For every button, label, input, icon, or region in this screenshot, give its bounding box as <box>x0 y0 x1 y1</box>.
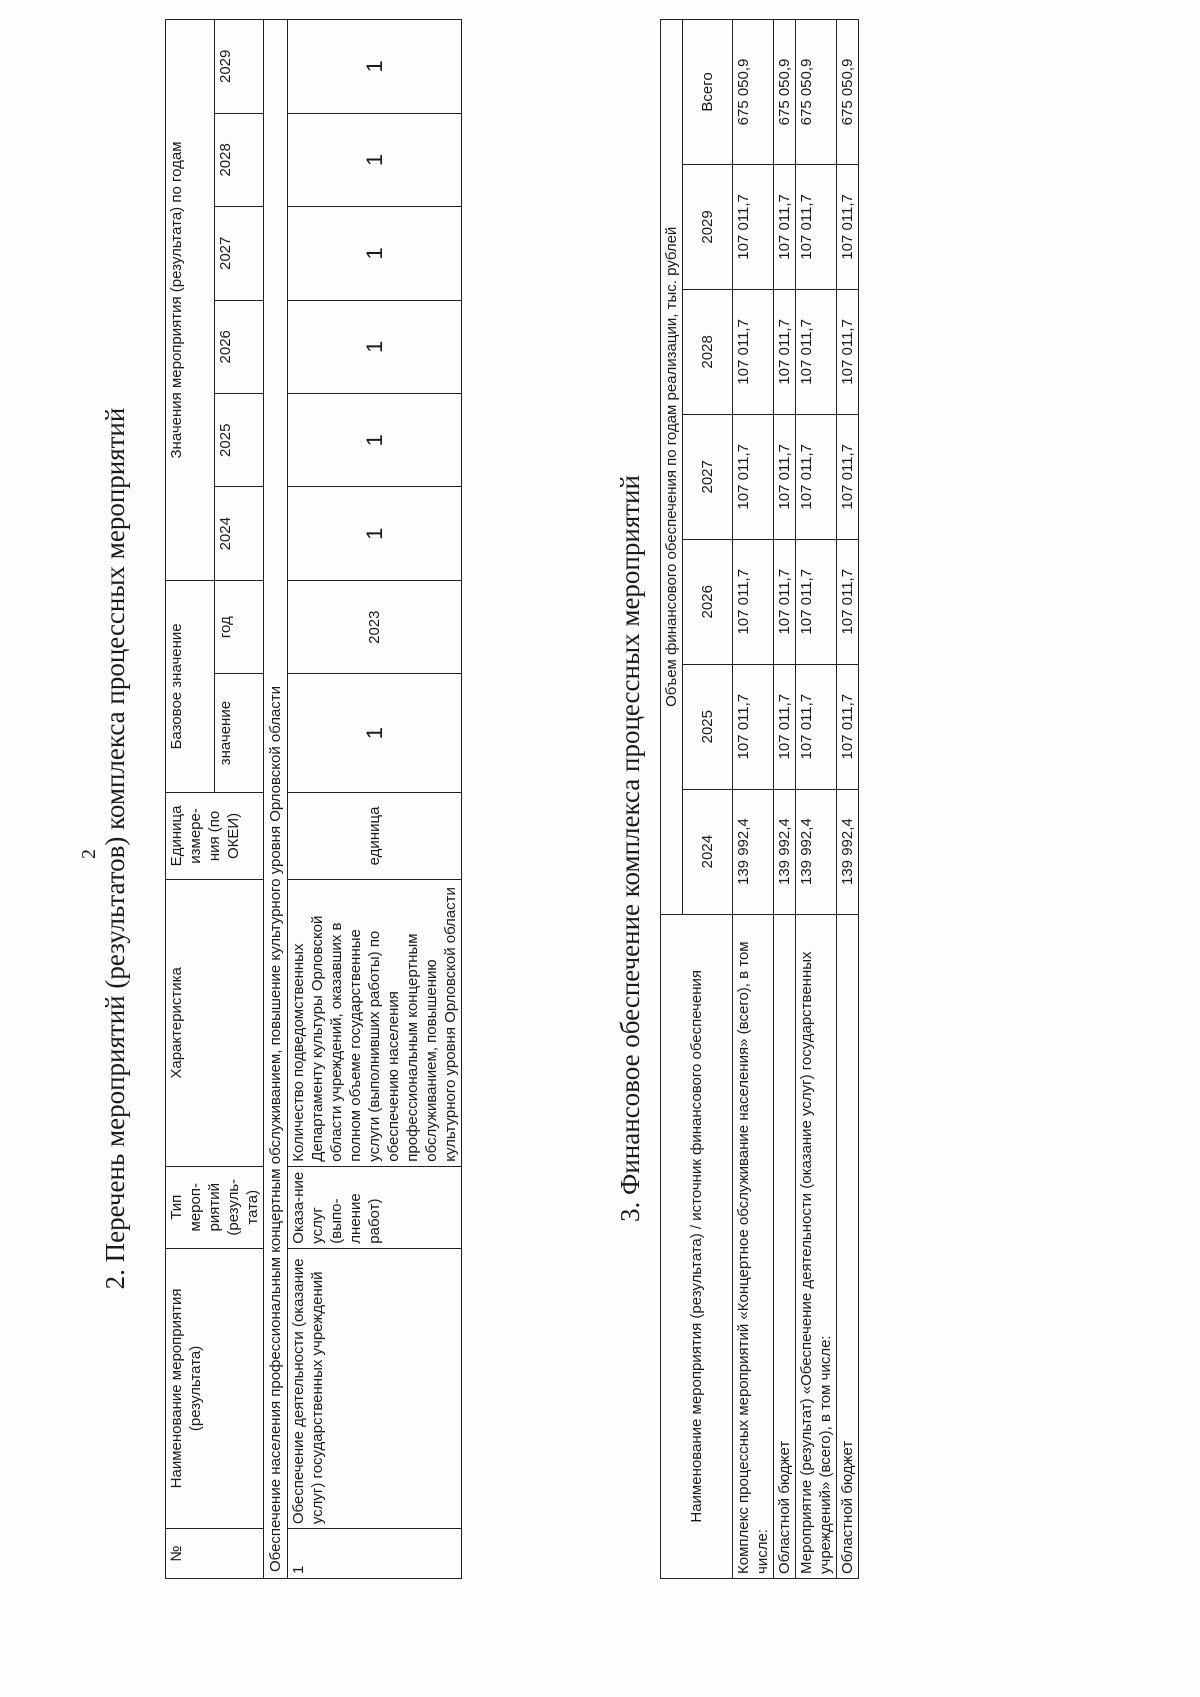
fin-row-name: Областной бюджет <box>774 914 796 1578</box>
row-num: 1 <box>288 1529 462 1579</box>
header-year: 2028 <box>215 113 264 206</box>
section-2-title: 2. Перечень мероприятий (результатов) комплекса процессных мероприятий <box>100 407 130 1290</box>
header-values-by-year: Значения мероприятия (результата) по годам <box>166 20 215 581</box>
fin-value: 107 011,7 <box>774 289 796 414</box>
fin-value: 107 011,7 <box>733 414 774 539</box>
fin-row-name: Мероприятие (результат) «Обеспечение деятельности (оказание услуг) государственных учреждений» (всего), в том числе: <box>796 914 837 1578</box>
row-characteristic: Количество подведомственных Департаменту культуры Орловской области учреждений, оказавших в полном объеме государственные услуги (выполнивших работы) по обеспечению населения профессиональным концертным обслуживанием, повышению культурного уровня Орловской области <box>288 880 462 1167</box>
fin-value: 107 011,7 <box>837 164 859 289</box>
header-fin-year: 2024 <box>683 789 733 914</box>
fin-row <box>796 20 837 1579</box>
fin-row-name: Областной бюджет <box>837 914 859 1578</box>
fin-row <box>837 20 859 1579</box>
fin-value: 107 011,7 <box>733 164 774 289</box>
fin-value: 139 992,4 <box>837 789 859 914</box>
fin-value: 675 050,9 <box>796 20 837 165</box>
fin-value: 107 011,7 <box>796 414 837 539</box>
header-year: 2029 <box>215 20 264 114</box>
header-fin-volume: Объем финансового обеспечения по годам реализации, тыс. рублей <box>661 20 683 915</box>
row-base-value: 1 <box>288 674 462 792</box>
fin-value: 139 992,4 <box>733 789 774 914</box>
fin-value: 107 011,7 <box>733 664 774 789</box>
section-row: Обеспечение населения профессиональным концертным обслуживанием, повышение культурного уровня Орловской области <box>264 20 288 1579</box>
header-base-year: год <box>215 580 264 673</box>
fin-row-name: Комплекс процессных мероприятий «Концертное обслуживание населения» (всего), в том числе: <box>733 914 774 1578</box>
fin-value: 675 050,9 <box>774 20 796 165</box>
row-unit: единица <box>288 792 462 879</box>
header-fin-year: 2029 <box>683 164 733 289</box>
header-fin-year: 2025 <box>683 664 733 789</box>
fin-value: 107 011,7 <box>733 539 774 664</box>
row-value: 1 <box>288 207 462 300</box>
page-number: 2 <box>78 849 100 859</box>
fin-value: 675 050,9 <box>837 20 859 165</box>
fin-value: 107 011,7 <box>774 414 796 539</box>
row-name: Обеспечение деятельности (оказание услуг) государственных учреждений <box>288 1248 462 1528</box>
header-fin-year: 2028 <box>683 289 733 414</box>
fin-value: 107 011,7 <box>774 664 796 789</box>
fin-value: 675 050,9 <box>733 20 774 165</box>
fin-value: 107 011,7 <box>796 164 837 289</box>
fin-value: 107 011,7 <box>774 164 796 289</box>
header-year: 2027 <box>215 207 264 300</box>
row-value: 1 <box>288 20 462 114</box>
financing-table <box>660 19 859 1579</box>
header-year: 2024 <box>215 487 264 580</box>
fin-value: 107 011,7 <box>837 539 859 664</box>
header-name: Наименование мероприятия (результата) <box>166 1248 264 1528</box>
fin-value: 107 011,7 <box>774 539 796 664</box>
header-num: № <box>166 1529 264 1579</box>
fin-value: 139 992,4 <box>774 789 796 914</box>
row-value: 1 <box>288 300 462 393</box>
header-type: Тип мероп-риятий (резуль-тата) <box>166 1166 264 1248</box>
section-3-title: 3. Финансовое обеспечение комплекса процессных мероприятий <box>615 475 645 1222</box>
header-base-value: значение <box>215 674 264 792</box>
header-unit: Единица измере-ния (по ОКЕИ) <box>166 792 264 879</box>
header-fin-year: 2026 <box>683 539 733 664</box>
fin-value: 107 011,7 <box>837 414 859 539</box>
row-type: Оказа-ние услуг (выпо-лнение работ) <box>288 1166 462 1248</box>
fin-value: 139 992,4 <box>796 789 837 914</box>
fin-row <box>733 20 774 1579</box>
fin-value: 107 011,7 <box>733 289 774 414</box>
fin-value: 107 011,7 <box>796 289 837 414</box>
header-year: 2025 <box>215 394 264 487</box>
header-fin-name: Наименование мероприятия (результата) / источник финансового обеспечения <box>661 914 733 1578</box>
header-base: Базовое значение <box>166 580 215 792</box>
activities-table <box>165 19 462 1579</box>
row-value: 1 <box>288 394 462 487</box>
fin-row <box>774 20 796 1579</box>
fin-value: 107 011,7 <box>837 289 859 414</box>
header-year: 2026 <box>215 300 264 393</box>
row-value: 1 <box>288 113 462 206</box>
row-value: 1 <box>288 487 462 580</box>
fin-value: 107 011,7 <box>796 539 837 664</box>
fin-value: 107 011,7 <box>796 664 837 789</box>
header-characteristic: Характеристика <box>166 880 264 1167</box>
fin-value: 107 011,7 <box>837 664 859 789</box>
row-base-year: 2023 <box>288 580 462 673</box>
header-fin-total: Всего <box>683 20 733 165</box>
header-fin-year: 2027 <box>683 414 733 539</box>
